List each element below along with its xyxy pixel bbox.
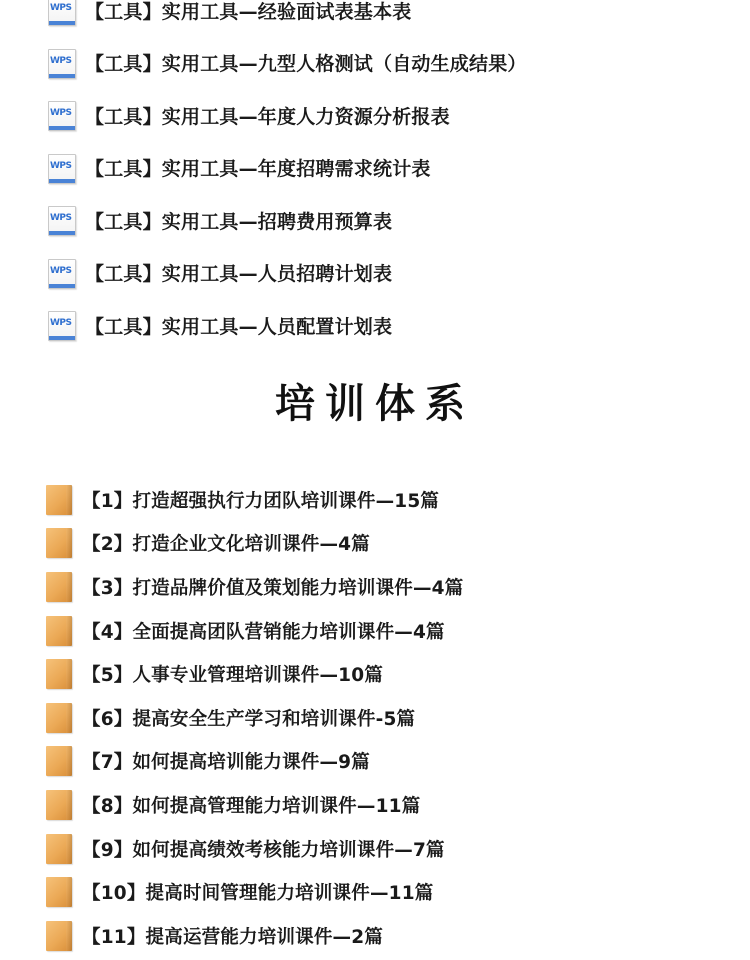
training-course-list — [46, 478, 726, 958]
folder-name: 【9】如何提高绩效考核能力培训课件—7篇 — [82, 839, 445, 861]
folder-item[interactable] — [46, 522, 726, 566]
folder-item[interactable] — [46, 652, 726, 696]
folder-icon — [46, 746, 72, 776]
folder-item[interactable] — [46, 565, 726, 609]
folder-name: 【5】人事专业管理培训课件—10篇 — [82, 665, 384, 687]
folder-icon — [46, 616, 72, 646]
folder-icon — [46, 703, 72, 733]
section-title: 培训体系 — [275, 380, 475, 427]
file-item[interactable] — [46, 142, 726, 195]
file-item[interactable] — [46, 194, 726, 247]
file-item[interactable] — [46, 89, 726, 142]
folder-icon — [46, 528, 72, 558]
folder-icon — [46, 790, 72, 820]
wps-document-icon: WPS — [46, 48, 76, 78]
file-name: 【工具】实用工具—九型人格测试（自动生成结果） — [85, 53, 527, 76]
folder-icon — [46, 659, 72, 689]
wps-document-icon: WPS — [46, 0, 76, 25]
folder-name: 【10】提高时间管理能力培训课件—11篇 — [82, 883, 434, 905]
wps-document-icon: WPS — [46, 258, 76, 288]
folder-icon — [46, 877, 72, 907]
folder-item[interactable] — [46, 609, 726, 653]
file-item[interactable] — [46, 247, 726, 300]
wps-document-icon: WPS — [46, 310, 76, 340]
wps-document-icon: WPS — [46, 205, 76, 235]
file-item[interactable] — [46, 37, 726, 90]
file-item[interactable] — [46, 0, 726, 37]
file-name: 【工具】实用工具—人员配置计划表 — [85, 315, 393, 338]
folder-name: 【4】全面提高团队营销能力培训课件—4篇 — [82, 621, 445, 643]
folder-name: 【6】提高安全生产学习和培训课件-5篇 — [82, 708, 416, 730]
folder-icon — [46, 921, 72, 951]
file-item[interactable] — [46, 299, 726, 352]
folder-name: 【1】打造超强执行力团队培训课件—15篇 — [82, 490, 440, 512]
file-name: 【工具】实用工具—人员招聘计划表 — [85, 263, 393, 286]
folder-name: 【7】如何提高培训能力课件—9篇 — [82, 752, 370, 774]
folder-name: 【11】提高运营能力培训课件—2篇 — [82, 926, 384, 948]
folder-item[interactable] — [46, 478, 726, 522]
file-name: 【工具】实用工具—年度招聘需求统计表 — [85, 158, 431, 181]
folder-name: 【2】打造企业文化培训课件—4篇 — [82, 534, 370, 556]
wps-document-icon: WPS — [46, 100, 76, 130]
folder-item[interactable] — [46, 740, 726, 784]
folder-item[interactable] — [46, 914, 726, 958]
folder-name: 【3】打造品牌价值及策划能力培训课件—4篇 — [82, 577, 464, 599]
folder-name: 【8】如何提高管理能力培训课件—11篇 — [82, 795, 421, 817]
folder-item[interactable] — [46, 696, 726, 740]
folder-icon — [46, 572, 72, 602]
wps-document-icon: WPS — [46, 153, 76, 183]
folder-icon — [46, 485, 72, 515]
file-name: 【工具】实用工具—经验面试表基本表 — [85, 0, 412, 23]
folder-icon — [46, 834, 72, 864]
folder-item[interactable] — [46, 827, 726, 871]
folder-item[interactable] — [46, 783, 726, 827]
tools-file-list — [46, 0, 726, 352]
folder-item[interactable] — [46, 870, 726, 914]
file-name: 【工具】实用工具—年度人力资源分析报表 — [85, 105, 450, 128]
file-name: 【工具】实用工具—招聘费用预算表 — [85, 210, 393, 233]
